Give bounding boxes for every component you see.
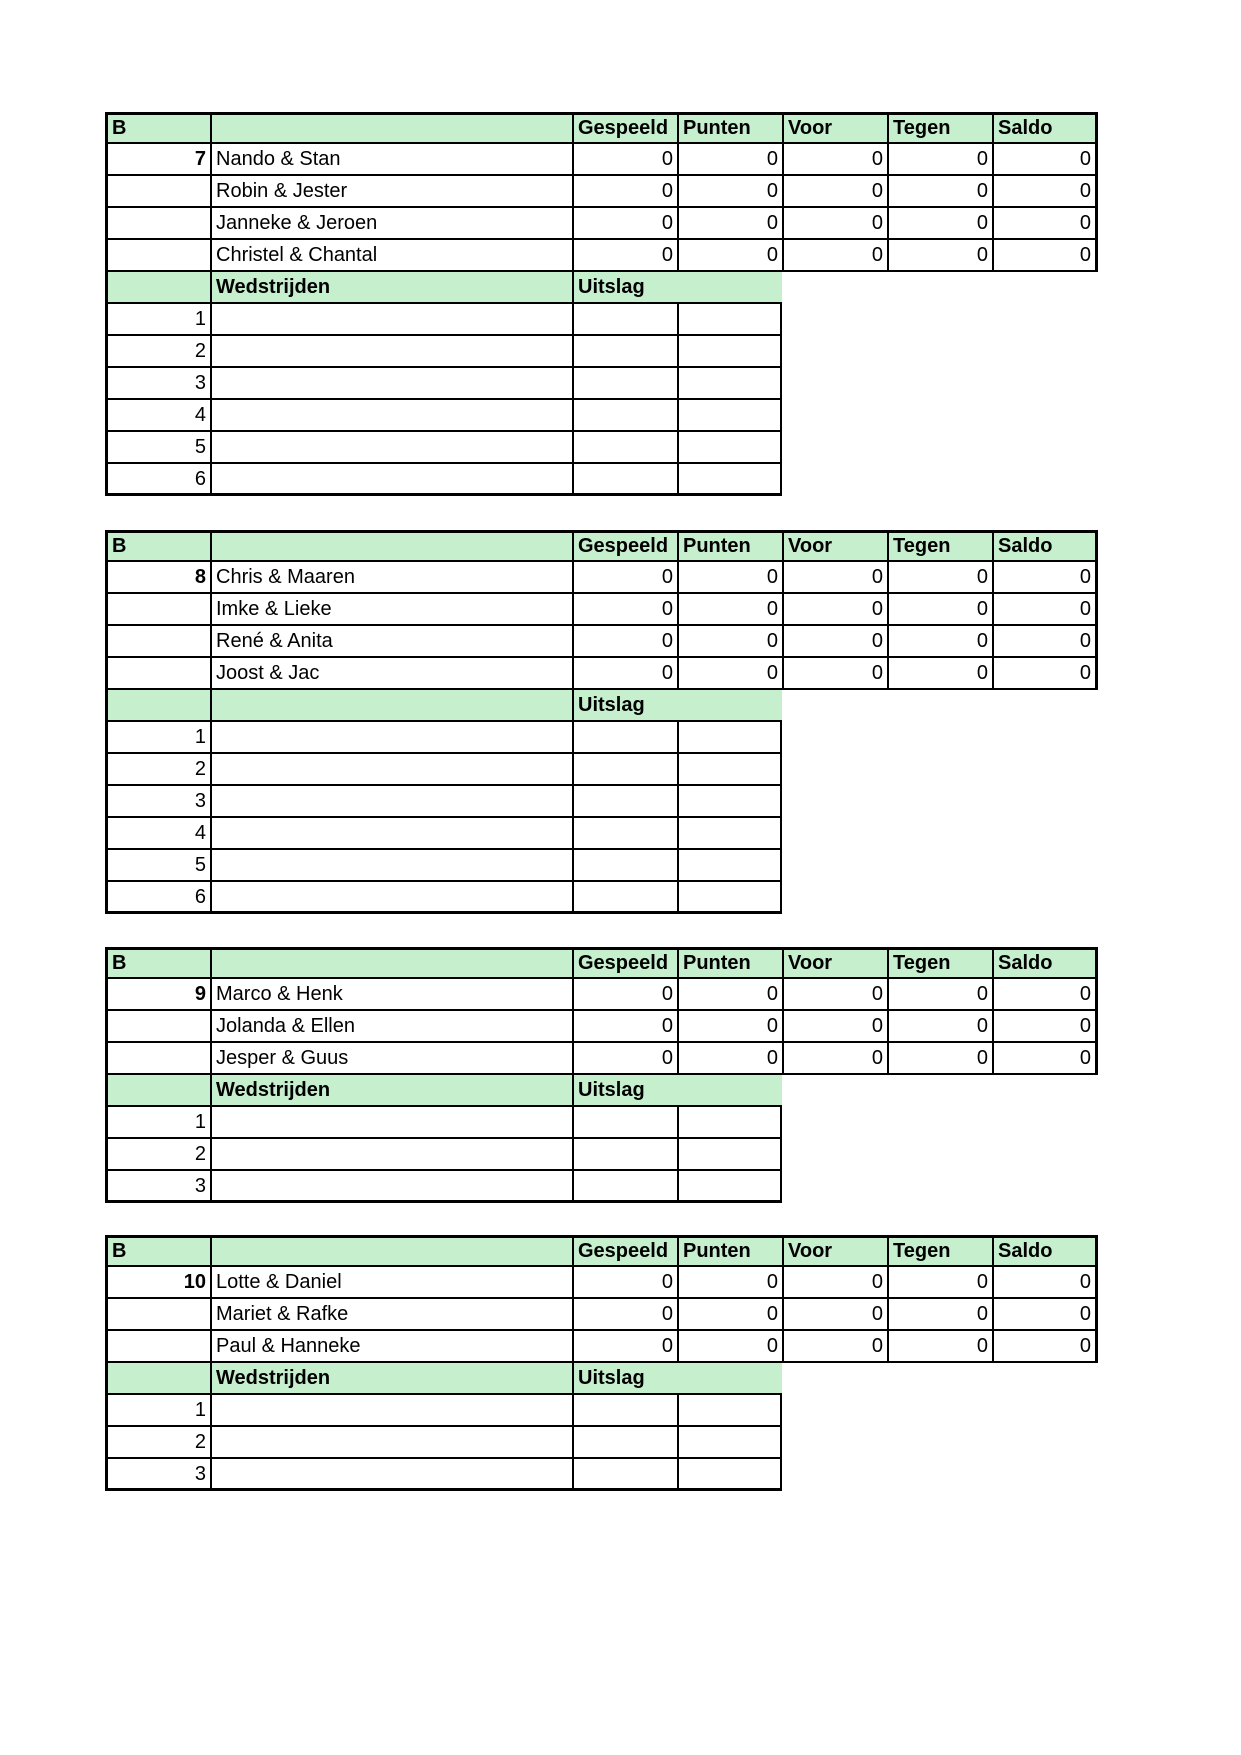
team-row (105, 1043, 1098, 1075)
header-row (105, 1235, 1098, 1267)
gespeeld-value: 0 (572, 979, 677, 1011)
pool-label: B (105, 1235, 210, 1267)
voor-value: 0 (782, 979, 887, 1011)
header-voor: Voor (782, 530, 887, 562)
tegen-value: 0 (887, 1331, 992, 1363)
header-tegen: Tegen (887, 1235, 992, 1267)
team-name: Janneke & Jeroen (210, 208, 572, 240)
punten-value: 0 (677, 1267, 782, 1299)
matches-header-row (105, 1075, 1098, 1107)
pool-group-7 (105, 112, 1098, 496)
team-name: Imke & Lieke (210, 594, 572, 626)
tegen-value: 0 (887, 1299, 992, 1331)
team-row (105, 240, 1098, 272)
group-number (105, 594, 210, 626)
uitslag-score-cell[interactable] (677, 1139, 782, 1171)
uitslag-score-cell[interactable] (572, 1427, 677, 1459)
wedstrijden-label: Wedstrijden (210, 272, 572, 304)
match-cell[interactable] (210, 1171, 572, 1203)
match-row (105, 1459, 1098, 1491)
gespeeld-value: 0 (572, 594, 677, 626)
match-number: 3 (105, 1459, 210, 1491)
match-number: 3 (105, 1171, 210, 1203)
uitslag-score-cell[interactable] (572, 304, 677, 336)
header-punten: Punten (677, 112, 782, 144)
header-saldo: Saldo (992, 112, 1098, 144)
uitslag-score-cell[interactable] (677, 304, 782, 336)
team-name: Jolanda & Ellen (210, 1011, 572, 1043)
group-number (105, 626, 210, 658)
wedstrijden-label: Wedstrijden (210, 1075, 572, 1107)
match-number: 6 (105, 882, 210, 914)
match-row (105, 432, 1098, 464)
match-number: 3 (105, 368, 210, 400)
uitslag-score-cell[interactable] (572, 818, 677, 850)
header-saldo: Saldo (992, 1235, 1098, 1267)
team-row (105, 208, 1098, 240)
match-number: 2 (105, 336, 210, 368)
punten-value: 0 (677, 1043, 782, 1075)
uitslag-score-cell[interactable] (572, 754, 677, 786)
header-empty (210, 112, 572, 144)
match-row (105, 722, 1098, 754)
voor-value: 0 (782, 1267, 887, 1299)
uitslag-score-cell[interactable] (572, 850, 677, 882)
match-number: 2 (105, 754, 210, 786)
team-name: Robin & Jester (210, 176, 572, 208)
team-name: Marco & Henk (210, 979, 572, 1011)
group-number (105, 1331, 210, 1363)
match-cell[interactable] (210, 464, 572, 496)
punten-value: 0 (677, 594, 782, 626)
header-empty (210, 947, 572, 979)
voor-value: 0 (782, 1011, 887, 1043)
header-gespeeld: Gespeeld (572, 530, 677, 562)
match-cell[interactable] (210, 304, 572, 336)
uitslag-label: Uitslag (572, 690, 782, 722)
team-name: Joost & Jac (210, 658, 572, 690)
tegen-value: 0 (887, 1011, 992, 1043)
uitslag-score-cell[interactable] (677, 336, 782, 368)
gespeeld-value: 0 (572, 240, 677, 272)
tegen-value: 0 (887, 562, 992, 594)
match-cell[interactable] (210, 722, 572, 754)
punten-value: 0 (677, 208, 782, 240)
team-name: Christel & Chantal (210, 240, 572, 272)
punten-value: 0 (677, 562, 782, 594)
header-voor: Voor (782, 1235, 887, 1267)
gespeeld-value: 0 (572, 1299, 677, 1331)
matches-header-empty (105, 1363, 210, 1395)
uitslag-score-cell[interactable] (677, 1395, 782, 1427)
match-cell[interactable] (210, 850, 572, 882)
punten-value: 0 (677, 240, 782, 272)
gespeeld-value: 0 (572, 626, 677, 658)
saldo-value: 0 (992, 1267, 1098, 1299)
voor-value: 0 (782, 1043, 887, 1075)
punten-value: 0 (677, 176, 782, 208)
match-number: 2 (105, 1427, 210, 1459)
pool-group-8 (105, 530, 1098, 914)
tegen-value: 0 (887, 658, 992, 690)
uitslag-score-cell[interactable] (572, 1395, 677, 1427)
uitslag-score-cell[interactable] (572, 368, 677, 400)
header-gespeeld: Gespeeld (572, 1235, 677, 1267)
uitslag-score-cell[interactable] (677, 432, 782, 464)
tegen-value: 0 (887, 979, 992, 1011)
saldo-value: 0 (992, 144, 1098, 176)
punten-value: 0 (677, 979, 782, 1011)
matches-header-empty (105, 690, 210, 722)
header-punten: Punten (677, 947, 782, 979)
match-cell[interactable] (210, 818, 572, 850)
match-number: 5 (105, 432, 210, 464)
header-tegen: Tegen (887, 947, 992, 979)
uitslag-score-cell[interactable] (677, 1107, 782, 1139)
saldo-value: 0 (992, 208, 1098, 240)
match-cell[interactable] (210, 1395, 572, 1427)
uitslag-score-cell[interactable] (572, 1171, 677, 1203)
saldo-value: 0 (992, 626, 1098, 658)
uitslag-score-cell[interactable] (572, 786, 677, 818)
match-cell[interactable] (210, 754, 572, 786)
saldo-value: 0 (992, 562, 1098, 594)
match-cell[interactable] (210, 1139, 572, 1171)
voor-value: 0 (782, 176, 887, 208)
team-name: Lotte & Daniel (210, 1267, 572, 1299)
match-number: 3 (105, 786, 210, 818)
uitslag-label: Uitslag (572, 1363, 782, 1395)
match-row (105, 1395, 1098, 1427)
group-number (105, 658, 210, 690)
group-number: 9 (105, 979, 210, 1011)
uitslag-score-cell[interactable] (677, 722, 782, 754)
team-row (105, 562, 1098, 594)
match-row (105, 786, 1098, 818)
gespeeld-value: 0 (572, 1043, 677, 1075)
uitslag-score-cell[interactable] (572, 336, 677, 368)
matches-header-row (105, 1363, 1098, 1395)
punten-value: 0 (677, 626, 782, 658)
tegen-value: 0 (887, 1043, 992, 1075)
match-row (105, 1427, 1098, 1459)
match-number: 6 (105, 464, 210, 496)
header-row (105, 112, 1098, 144)
uitslag-score-cell[interactable] (572, 1107, 677, 1139)
group-number (105, 1011, 210, 1043)
team-name: Jesper & Guus (210, 1043, 572, 1075)
team-name: Nando & Stan (210, 144, 572, 176)
uitslag-score-cell[interactable] (572, 400, 677, 432)
header-gespeeld: Gespeeld (572, 112, 677, 144)
punten-value: 0 (677, 1011, 782, 1043)
saldo-value: 0 (992, 1043, 1098, 1075)
saldo-value: 0 (992, 176, 1098, 208)
header-tegen: Tegen (887, 530, 992, 562)
team-row (105, 1267, 1098, 1299)
group-number: 8 (105, 562, 210, 594)
group-number (105, 176, 210, 208)
voor-value: 0 (782, 1299, 887, 1331)
tegen-value: 0 (887, 594, 992, 626)
gespeeld-value: 0 (572, 144, 677, 176)
gespeeld-value: 0 (572, 658, 677, 690)
match-number: 2 (105, 1139, 210, 1171)
match-number: 1 (105, 722, 210, 754)
header-gespeeld: Gespeeld (572, 947, 677, 979)
voor-value: 0 (782, 208, 887, 240)
match-cell[interactable] (210, 1427, 572, 1459)
match-row (105, 368, 1098, 400)
team-name: Paul & Hanneke (210, 1331, 572, 1363)
group-number: 7 (105, 144, 210, 176)
match-number: 1 (105, 1395, 210, 1427)
uitslag-score-cell[interactable] (572, 722, 677, 754)
match-number: 1 (105, 304, 210, 336)
punten-value: 0 (677, 1299, 782, 1331)
team-name: Chris & Maaren (210, 562, 572, 594)
group-number (105, 240, 210, 272)
match-number: 5 (105, 850, 210, 882)
punten-value: 0 (677, 144, 782, 176)
match-number: 4 (105, 400, 210, 432)
header-voor: Voor (782, 947, 887, 979)
pool-label: B (105, 112, 210, 144)
match-row (105, 754, 1098, 786)
group-number: 10 (105, 1267, 210, 1299)
gespeeld-value: 0 (572, 1331, 677, 1363)
tegen-value: 0 (887, 176, 992, 208)
team-row (105, 144, 1098, 176)
match-row (105, 1107, 1098, 1139)
match-row (105, 400, 1098, 432)
matches-header-empty (105, 272, 210, 304)
header-saldo: Saldo (992, 530, 1098, 562)
saldo-value: 0 (992, 658, 1098, 690)
team-name: René & Anita (210, 626, 572, 658)
uitslag-score-cell[interactable] (677, 882, 782, 914)
uitslag-score-cell[interactable] (677, 400, 782, 432)
match-row (105, 1139, 1098, 1171)
uitslag-score-cell[interactable] (572, 1139, 677, 1171)
tegen-value: 0 (887, 144, 992, 176)
match-row (105, 850, 1098, 882)
header-punten: Punten (677, 1235, 782, 1267)
header-tegen: Tegen (887, 112, 992, 144)
pool-group-10 (105, 1235, 1098, 1491)
voor-value: 0 (782, 626, 887, 658)
group-number (105, 208, 210, 240)
uitslag-score-cell[interactable] (677, 368, 782, 400)
team-name: Mariet & Rafke (210, 1299, 572, 1331)
pool-label: B (105, 947, 210, 979)
match-row (105, 818, 1098, 850)
wedstrijden-label: Wedstrijden (210, 1363, 572, 1395)
tegen-value: 0 (887, 626, 992, 658)
match-cell[interactable] (210, 1459, 572, 1491)
gespeeld-value: 0 (572, 208, 677, 240)
voor-value: 0 (782, 240, 887, 272)
gespeeld-value: 0 (572, 1267, 677, 1299)
matches-header-row (105, 272, 1098, 304)
uitslag-score-cell[interactable] (572, 1459, 677, 1491)
header-empty (210, 1235, 572, 1267)
voor-value: 0 (782, 658, 887, 690)
team-row (105, 658, 1098, 690)
uitslag-score-cell[interactable] (572, 882, 677, 914)
uitslag-score-cell[interactable] (677, 1459, 782, 1491)
saldo-value: 0 (992, 240, 1098, 272)
header-voor: Voor (782, 112, 887, 144)
match-row (105, 304, 1098, 336)
uitslag-score-cell[interactable] (677, 786, 782, 818)
tegen-value: 0 (887, 208, 992, 240)
gespeeld-value: 0 (572, 1011, 677, 1043)
punten-value: 0 (677, 1331, 782, 1363)
matches-header-empty (105, 1075, 210, 1107)
wedstrijden-label (210, 690, 572, 722)
team-row (105, 176, 1098, 208)
uitslag-score-cell[interactable] (677, 1171, 782, 1203)
matches-header-row (105, 690, 1098, 722)
team-row (105, 979, 1098, 1011)
voor-value: 0 (782, 1331, 887, 1363)
match-cell[interactable] (210, 882, 572, 914)
match-row (105, 1171, 1098, 1203)
saldo-value: 0 (992, 979, 1098, 1011)
match-row (105, 882, 1098, 914)
group-number (105, 1299, 210, 1331)
tegen-value: 0 (887, 240, 992, 272)
team-row (105, 594, 1098, 626)
match-number: 4 (105, 818, 210, 850)
team-row (105, 1011, 1098, 1043)
uitslag-label: Uitslag (572, 272, 782, 304)
match-row (105, 464, 1098, 496)
saldo-value: 0 (992, 1299, 1098, 1331)
uitslag-score-cell[interactable] (677, 1427, 782, 1459)
group-number (105, 1043, 210, 1075)
uitslag-score-cell[interactable] (572, 464, 677, 496)
saldo-value: 0 (992, 1011, 1098, 1043)
tegen-value: 0 (887, 1267, 992, 1299)
voor-value: 0 (782, 144, 887, 176)
gespeeld-value: 0 (572, 562, 677, 594)
saldo-value: 0 (992, 594, 1098, 626)
match-row (105, 336, 1098, 368)
uitslag-score-cell[interactable] (572, 432, 677, 464)
voor-value: 0 (782, 562, 887, 594)
match-cell[interactable] (210, 786, 572, 818)
match-number: 1 (105, 1107, 210, 1139)
header-empty (210, 530, 572, 562)
team-row (105, 1299, 1098, 1331)
uitslag-score-cell[interactable] (677, 850, 782, 882)
pool-group-9 (105, 947, 1098, 1203)
header-saldo: Saldo (992, 947, 1098, 979)
voor-value: 0 (782, 594, 887, 626)
uitslag-label: Uitslag (572, 1075, 782, 1107)
match-cell[interactable] (210, 368, 572, 400)
match-cell[interactable] (210, 400, 572, 432)
punten-value: 0 (677, 658, 782, 690)
match-cell[interactable] (210, 432, 572, 464)
uitslag-score-cell[interactable] (677, 464, 782, 496)
uitslag-score-cell[interactable] (677, 818, 782, 850)
header-punten: Punten (677, 530, 782, 562)
uitslag-score-cell[interactable] (677, 754, 782, 786)
header-row (105, 530, 1098, 562)
header-row (105, 947, 1098, 979)
team-row (105, 626, 1098, 658)
pool-label: B (105, 530, 210, 562)
match-cell[interactable] (210, 336, 572, 368)
match-cell[interactable] (210, 1107, 572, 1139)
gespeeld-value: 0 (572, 176, 677, 208)
team-row (105, 1331, 1098, 1363)
saldo-value: 0 (992, 1331, 1098, 1363)
